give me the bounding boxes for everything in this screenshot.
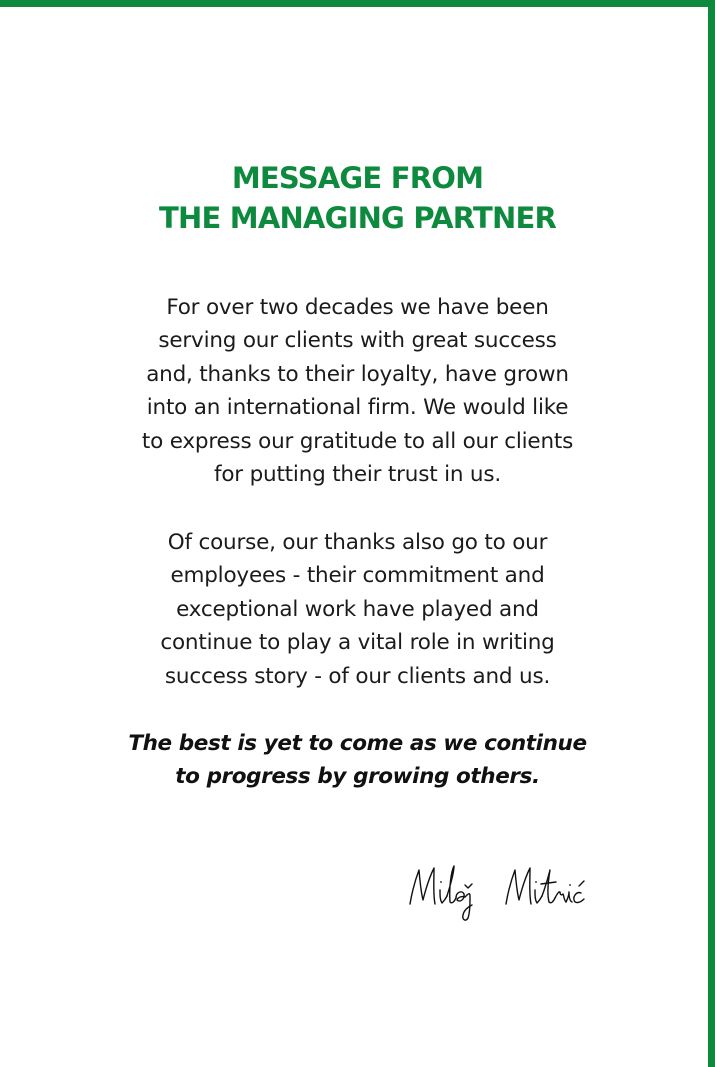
paragraph-1-line: and, thanks to their loyalty, have grown bbox=[146, 361, 569, 387]
paragraph-2-line: employees - their commitment and bbox=[170, 563, 545, 589]
paragraph-1-line: serving our clients with great success bbox=[158, 328, 557, 354]
paragraph-2 bbox=[95, 526, 620, 693]
paragraph-2-line: continue to play a vital role in writing bbox=[160, 630, 555, 656]
title-line-1: MESSAGE FROM bbox=[231, 161, 484, 195]
closing-line: The best is yet to come as we continue bbox=[128, 731, 587, 756]
closing-line: to progress by growing others. bbox=[175, 764, 540, 790]
paragraph-2-line: Of course, our thanks also go to our bbox=[167, 530, 548, 555]
title-line-2: THE MANAGING PARTNER bbox=[159, 201, 556, 235]
top-border bbox=[0, 0, 715, 7]
paragraph-2-line: success story - of our clients and us. bbox=[164, 663, 551, 689]
paragraph-1-line: For over two decades we have been bbox=[166, 295, 549, 320]
handwritten-signature bbox=[402, 852, 622, 922]
closing-statement bbox=[85, 727, 630, 794]
paragraph-1-line: into an international firm. We would like bbox=[146, 395, 569, 421]
paragraph-2-line: exceptional work have played and bbox=[176, 596, 539, 622]
paragraph-1-line: to express our gratitude to all our clients bbox=[141, 428, 574, 454]
paragraph-1 bbox=[95, 291, 620, 491]
paragraph-1-line: for putting their trust in us. bbox=[213, 462, 501, 488]
page-title bbox=[0, 158, 715, 238]
